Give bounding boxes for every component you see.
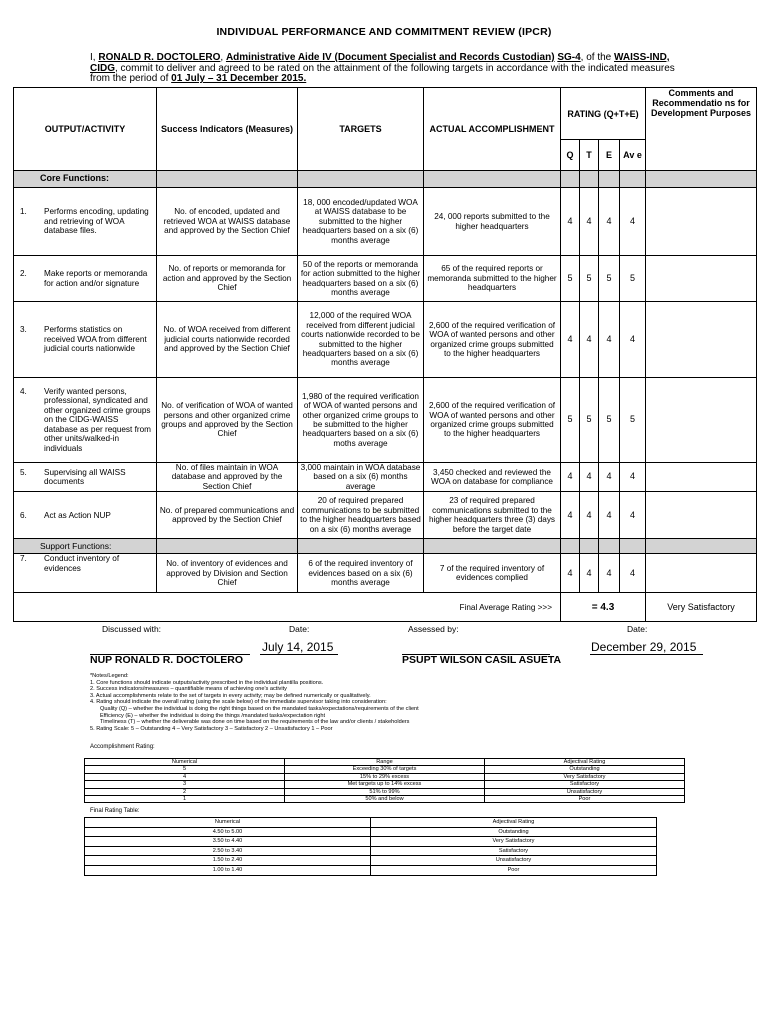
salary-grade: SG-4 [557,52,581,63]
table-row: 3. Performs statistics on received WOA from different judicial courts nationwide No. of WOA received from different judicial courts nationwide recorded and approved by the Section Chief 12,000 of the required WOA received from different judicial courts nationwide recorded to be submitted to the higher headquarters based on a six (6) months average 2,600 of the required verification of WOA of wanted persons and other organized crime groups submitted to the higher headquarters 4 4 4 4 [14,302,757,378]
support-functions-label: Support Functions: [14,539,157,554]
table-row: 7. Conduct inventory of evidences No. of inventory of evidences and approved by Division and Section Chief 6 of the required inventory of evidences based on a six (6) months average 7 of the required inventory of evidences complied 4 4 4 4 [14,554,757,593]
document-title: INDIVIDUAL PERFORMANCE AND COMMITMENT REVIEW (IPCR) [216,26,552,38]
rating-period: 01 July – 31 December 2015. [171,73,307,84]
table-row: 4. Verify wanted persons, professional, syndicated and other organized crime groups on the CIDG-WAISS database as per request from other units/walked-in individuals No. of verification of WOA of wanted persons and other organized crime groups and approved by the Section Chief 1,980 of the required verification of WOA of wanted persons and other organized crime groups to be submitted to the higher headquarters based on a six (6) moths average 2,600 of the required verification of WOA of wanted persons and other organized crime groups submitted to the higher headquarters 5 5 5 5 [14,378,757,463]
date-discussed: July 14, 2015 [262,640,334,654]
rater-name: PSUPT WILSON CASIL ASUETA [402,654,562,666]
intro-paragraph: I, RONALD R. DOCTOLERO, Administrative Aide IV (Document Specialist and Records Custodian) SG-4, of the WAISS-IND, CIDG, commit to deliver and agreed to be rated on the attainment of the following targets in accordance with the indicated measures from the period of 01 July – 31 December 2015. [90,52,675,84]
final-rating-table: Numerical Adjectival Rating 4.50 to 5.00 Outstanding 3.50 to 4.40 Very Satisfactory 2.50 to 3.40 Satisfactory 1.50 to 2.40 Unsatisfactory 1.00 to 1.40 Poor [84,817,657,876]
notes-legend: *Notes/Legend: 1. Core functions should indicate outputs/activity prescribed in the individual plantilla positions. 2. Success indicators/measures – quantifiable means of achieving one's activity 3. Actual accomplishments relate to the set of targets in every activity; may be defined numerically or qualitatively. 4. Rating should indicate the overall rating (using the scale below) of the immediate supervisor taking into consideration: Quality (Q) – whether the individual is doing the right things based on the mandated tasks/expectations/requirements of the client Efficiency (E) – whether the individual is doing the things /mandated tasks/expectation right Timeliness (T) – whether the deliverable was done on time based on the requirements of the law and/or clients / stakeholders 5. Rating Scale: 5 – Outstanding 4 – Very Satisfactory 3 – Satisfactory 2 – Unsatisfactory 1 – Poor [90,673,419,732]
header-t: T [580,140,599,171]
employee-position: Administrative Aide IV (Document Specialist and Records Custodian) [225,52,555,63]
header-targets: TARGETS [298,88,424,171]
ratee-name: NUP RONALD R. DOCTOLERO [90,654,244,666]
core-functions-label: Core Functions: [14,171,157,188]
header-output: OUTPUT/ACTIVITY [14,88,157,171]
table-row: 5. Supervising all WAISS documents No. of files maintain in WOA database and approved by the Section Chief 3,000 maintain in WOA database based on a six (6) months average 3,450 checked and reviewed the WOA on database for compliance 4 4 4 4 [14,463,757,492]
header-comments: Comments and Recommendatio ns for Development Purposes [646,88,757,171]
table-row: 2. Make reports or memoranda for action and/or signature No. of reports or memoranda for action and approved by the Section Chief 50 of the reports or memoranda for action submitted to the higher headquarters based on a six (6) months average 65 of the required reports or memoranda submitted to the higher headquarters 5 5 5 5 [14,256,757,302]
ipcr-table [13,87,757,622]
office: WAISS-IND, CIDG [90,52,670,74]
accomplishment-title: Accomplishment Rating: [90,744,155,750]
header-ave: Av e [620,140,646,171]
header-rating: RATING (Q+T+E) [561,88,646,140]
header-success: Success Indicators (Measures) [157,88,298,171]
final-rating-title: Final Rating Table: [90,808,140,814]
header-q: Q [561,140,580,171]
accomplishment-table: Numerical Range Adjectival Rating 5 Exceeding 30% of targets Outstanding 4 15% to 29% excess Very Satisfactory 3 Met targets up to 14% excess Satisfactory 2 51% to 99% Unsatisfactory 1 50% and below Poor [84,758,685,803]
employee-name: RONALD R. DOCTOLERO [98,52,221,63]
table-row: 1. Performs encoding, updating and retrieving of WOA database files. No. of encoded, updated and retrieved WOA at WAISS database and approved by the Section Chief 18, 000 encoded/updated WOA at WAISS database to be submitted to the higher headquarters based on a six (6) months average 24, 000 reports submitted to the higher headquarters 4 4 4 4 [14,188,757,256]
header-actual: ACTUAL ACCOMPLISHMENT [424,88,561,171]
table-row: 6. Act as Action NUP No. of prepared communications and approved by the Section Chief 20 of required prepared communications to be submitted to the higher headquarters based on a six (6) months average 23 of required prepared communications submitted to the higher headquarters three (3) days before the target date 4 4 4 4 [14,492,757,539]
final-adjective: Very Satisfactory [646,593,757,622]
date-assessed: December 29, 2015 [591,640,697,654]
final-average-value: = 4.3 [561,593,646,622]
header-e: E [599,140,620,171]
final-average-label: Final Average Rating >>> [14,593,561,622]
